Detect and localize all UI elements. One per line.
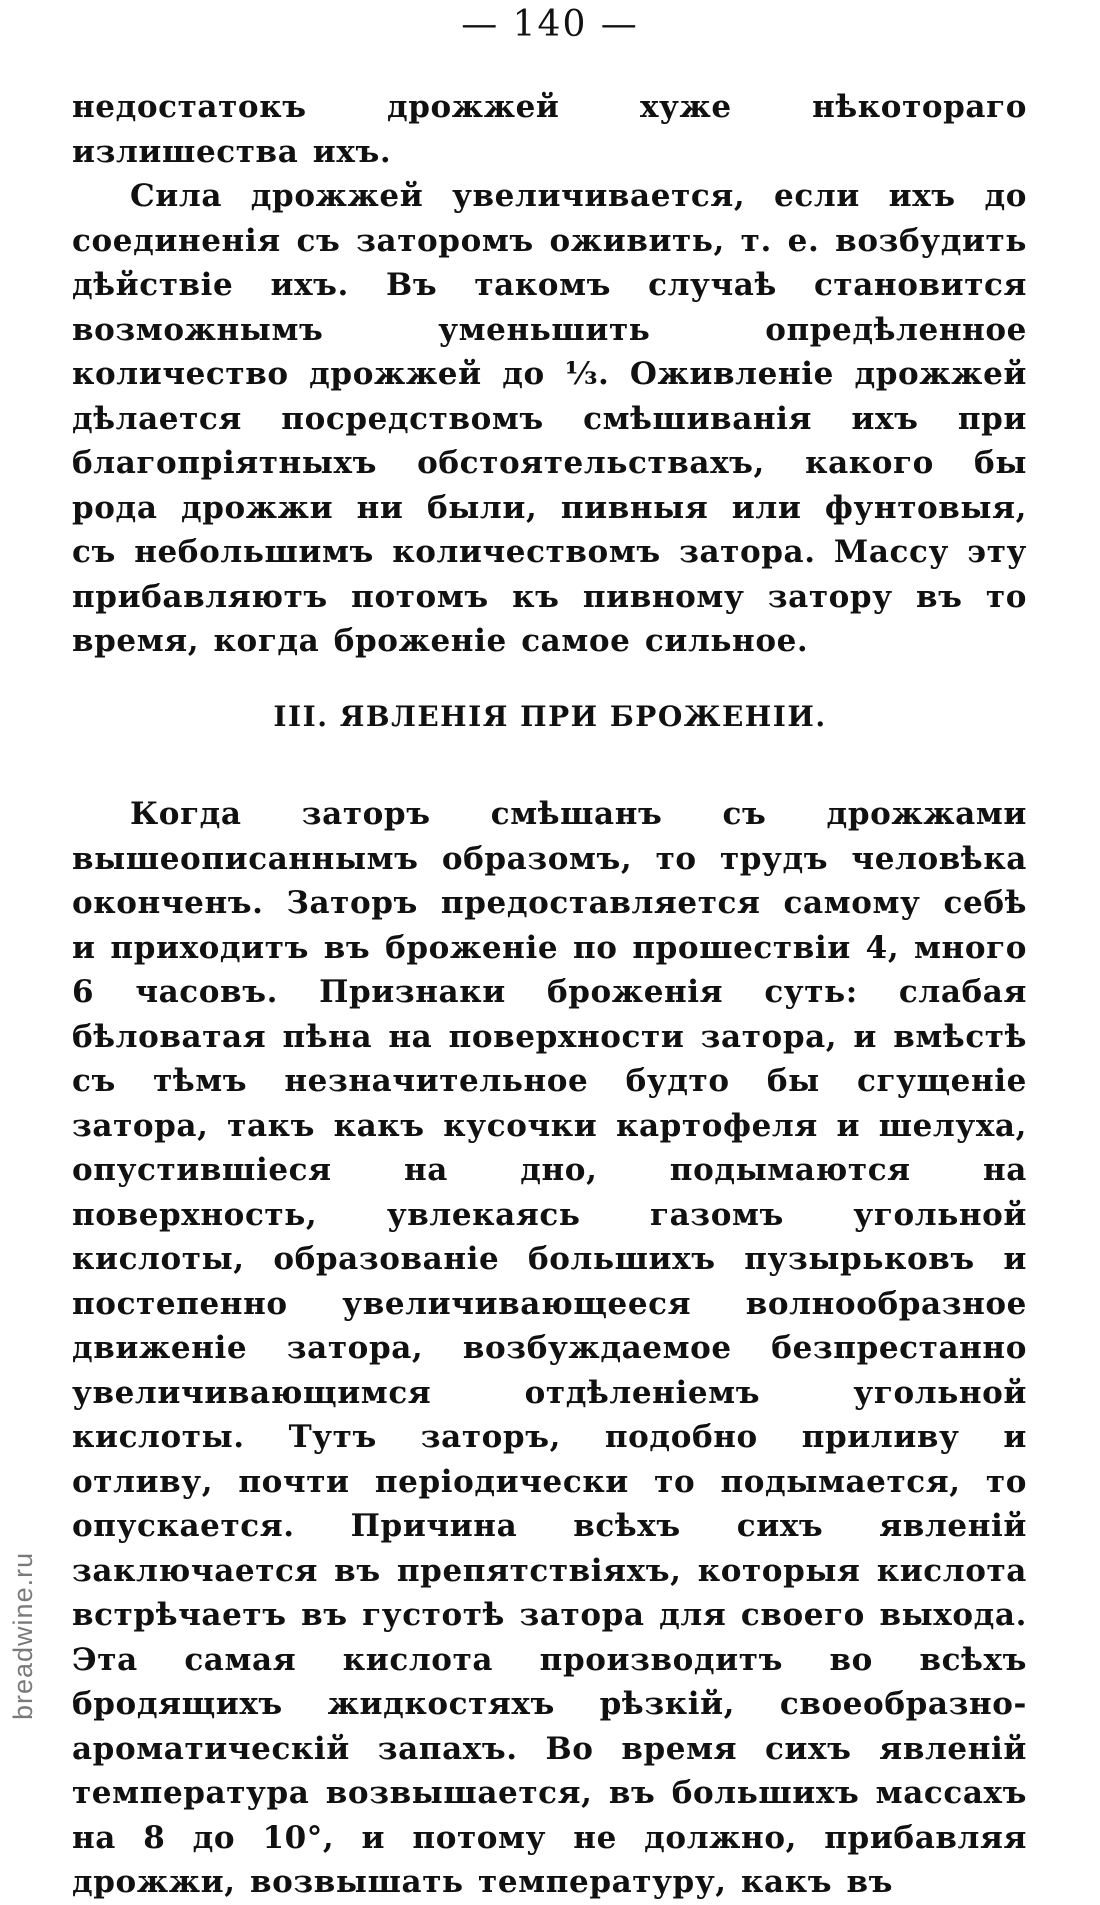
site-watermark: breadwine.ru [8,1551,38,1720]
paragraph-fermentation-phenomena: Когда заторъ смѣшанъ съ дрожжами вышеописаннымъ образомъ, то трудъ человѣка оконченъ. Заторъ предоставляется самому себѣ и приходитъ въ броженіе по прошествіи 4, много 6 часовъ. Признаки броженія суть: слабая бѣловатая пѣна на поверхности затора, и вмѣстѣ съ тѣмъ незначительное будто бы сгущеніе затора, такъ какъ кусочки картофеля и шелуха, опустившіеся на дно, подымаются на поверхность, увлекаясь газомъ угольной кислоты, образованіе большихъ пузырьковъ и постепенно увеличивающееся волнообразное движеніе затора, возбуждаемое безпрестанно увеличивающимся отдѣленіемъ угольной кислоты. Тутъ заторъ, подобно приливу и отливу, почти періодически то подымается, то опускается. Причина всѣхъ сихъ явленій заключается въ препятствіяхъ, которыя кислота встрѣчаетъ въ густотѣ затора для своего выхода. Эта самая кислота производитъ во всѣхъ бродящихъ жидкостяхъ рѣзкій, своеобразно-ароматическій запахъ. Во время сихъ явленій температура возвышается, въ большихъ массахъ на 8 до 10°, и потому не должно, прибавляя дрожжи, возвышать температуру, какъ въ [72,796,1027,1900]
section-heading: III. ЯВЛЕНІЯ ПРИ БРОЖЕНІИ. [273,700,827,733]
paragraph-yeast-strength: Сила дрожжей увеличивается, если ихъ до соединенія съ заторомъ оживить, т. е. возбудить дѣйствіе ихъ. Въ такомъ случаѣ становится возможнымъ уменьшить опредѣленное количество дрожжей до ⅓. Оживленіе дрожжей дѣлается посредствомъ смѣшиванія ихъ при благопріятныхъ обстоятельствахъ, какого бы рода дрожжи ни были, пивныя или фунтовыя, съ небольшимъ количествомъ затора. Массу эту прибавляютъ потомъ къ пивному затору въ то время, когда броженіе самое сильное. [72,178,1027,659]
paragraph-continuation: недостатокъ дрожжей хуже нѣкотораго излишества ихъ. [72,89,1027,170]
body-text-bottom [72,792,1027,1905]
body-text-top [72,85,1027,664]
page-number: — 140 — [461,4,639,45]
